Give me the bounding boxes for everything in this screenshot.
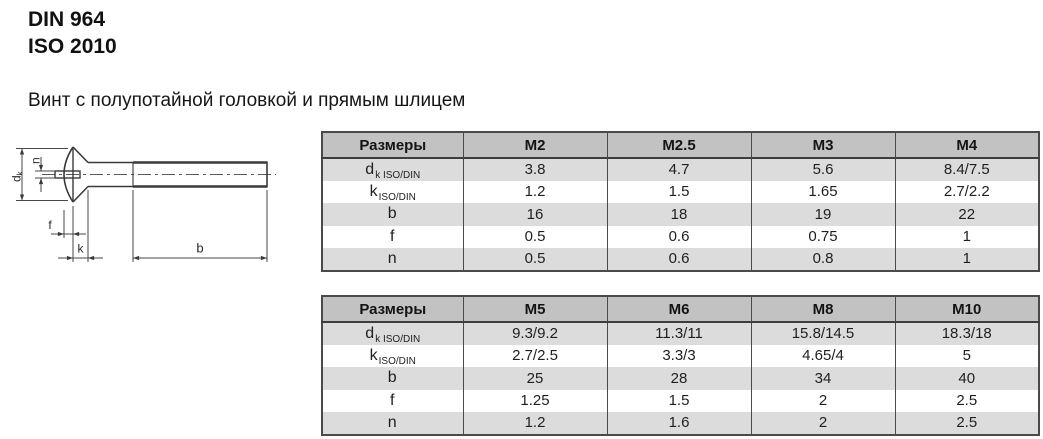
value-cell: 5.6 bbox=[751, 158, 895, 181]
page-title: Винт с полупотайной головкой и прямым шлицем bbox=[28, 90, 466, 111]
value-cell: 2 bbox=[751, 412, 895, 435]
value-cell: 0.5 bbox=[463, 226, 607, 249]
value-cell: 1.2 bbox=[463, 181, 607, 204]
spec-table-m2-m4 bbox=[321, 131, 1040, 272]
table-header-row bbox=[322, 296, 1039, 322]
value-cell: 0.6 bbox=[607, 248, 751, 271]
header-cell-m8: M8 bbox=[751, 296, 895, 322]
value-cell: 9.3/9.2 bbox=[463, 322, 607, 345]
table-row-f bbox=[322, 390, 1039, 413]
table-row-b bbox=[322, 367, 1039, 390]
value-cell: 1.6 bbox=[607, 412, 751, 435]
value-cell: 2.7/2.5 bbox=[463, 345, 607, 368]
value-cell: 8.4/7.5 bbox=[895, 158, 1039, 181]
value-cell: 18 bbox=[607, 203, 751, 226]
value-cell: 16 bbox=[463, 203, 607, 226]
value-cell: 0.75 bbox=[751, 226, 895, 249]
value-cell: 15.8/14.5 bbox=[751, 322, 895, 345]
row-label-f: f bbox=[390, 391, 395, 409]
value-cell: 2 bbox=[751, 390, 895, 413]
dim-label-n: n bbox=[28, 157, 43, 164]
value-cell: 18.3/18 bbox=[895, 322, 1039, 345]
header-cell-m10: M10 bbox=[895, 296, 1039, 322]
row-label-n: n bbox=[387, 413, 397, 431]
row-label-n: n bbox=[387, 249, 397, 267]
table-row-n bbox=[322, 248, 1039, 271]
header-cell-sizes: Размеры bbox=[322, 132, 463, 158]
value-cell: 19 bbox=[751, 203, 895, 226]
header-cell-m6: M6 bbox=[607, 296, 751, 322]
value-cell: 11.3/11 bbox=[607, 322, 751, 345]
value-cell: 3.8 bbox=[463, 158, 607, 181]
value-cell: 0.5 bbox=[463, 248, 607, 271]
row-label-b: b bbox=[387, 205, 397, 223]
screw-technical-drawing bbox=[8, 138, 308, 270]
row-label-dk: $d_{k ISO/DIN}$ bbox=[365, 160, 421, 181]
value-cell: 1.65 bbox=[751, 181, 895, 204]
value-cell: 1 bbox=[895, 248, 1039, 271]
header-cell-m2: M2 bbox=[463, 132, 607, 158]
row-label-f: f bbox=[390, 227, 395, 245]
dim-label-dk: dk bbox=[9, 171, 25, 182]
dim-label-f: f bbox=[48, 218, 52, 232]
value-cell: 2.5 bbox=[895, 412, 1039, 435]
value-cell: 22 bbox=[895, 203, 1039, 226]
value-cell: 34 bbox=[751, 367, 895, 390]
row-label-b: b bbox=[387, 369, 397, 387]
value-cell: 2.5 bbox=[895, 390, 1039, 413]
value-cell: 1.5 bbox=[607, 181, 751, 204]
table-row-k bbox=[322, 345, 1039, 368]
value-cell: 1.5 bbox=[607, 390, 751, 413]
dimension-labels bbox=[10, 157, 204, 255]
header-cell-sizes: Размеры bbox=[322, 296, 463, 322]
value-cell: 28 bbox=[607, 367, 751, 390]
row-label-k: $k_{ISO/DIN}$ bbox=[369, 346, 416, 367]
table-row-b bbox=[322, 203, 1039, 226]
table-row-n bbox=[322, 412, 1039, 435]
value-cell: 1 bbox=[895, 226, 1039, 249]
value-cell: 1.2 bbox=[463, 412, 607, 435]
value-cell: 3.3/3 bbox=[607, 345, 751, 368]
header-cell-m2-5: M2.5 bbox=[607, 132, 751, 158]
value-cell: 2.7/2.2 bbox=[895, 181, 1039, 204]
header-cell-m3: M3 bbox=[751, 132, 895, 158]
header-cell-m5: M5 bbox=[463, 296, 607, 322]
value-cell: 5 bbox=[895, 345, 1039, 368]
iso-standard-title: ISO 2010 bbox=[28, 35, 117, 58]
dimension-lines bbox=[16, 149, 267, 263]
spec-table-m5-m10 bbox=[321, 295, 1040, 436]
value-cell: 25 bbox=[463, 367, 607, 390]
value-cell: 0.8 bbox=[751, 248, 895, 271]
table-row-dk bbox=[322, 322, 1039, 345]
value-cell: 40 bbox=[895, 367, 1039, 390]
value-cell: 1.25 bbox=[463, 390, 607, 413]
row-label-dk: $d_{k ISO/DIN}$ bbox=[365, 324, 421, 345]
value-cell: 4.7 bbox=[607, 158, 751, 181]
row-label-k: $k_{ISO/DIN}$ bbox=[369, 182, 416, 203]
header-cell-m4: M4 bbox=[895, 132, 1039, 158]
table-header-row bbox=[322, 132, 1039, 158]
dim-label-b: b bbox=[196, 240, 204, 256]
table-row-k bbox=[322, 181, 1039, 204]
value-cell: 0.6 bbox=[607, 226, 751, 249]
dim-label-k: k bbox=[77, 241, 84, 256]
value-cell: 4.65/4 bbox=[751, 345, 895, 368]
table-row-dk bbox=[322, 158, 1039, 181]
standard-title-block bbox=[28, 6, 117, 60]
din-standard-title: DIN 964 bbox=[28, 8, 106, 31]
table-row-f bbox=[322, 226, 1039, 249]
dimension-arrowheads bbox=[20, 149, 267, 261]
